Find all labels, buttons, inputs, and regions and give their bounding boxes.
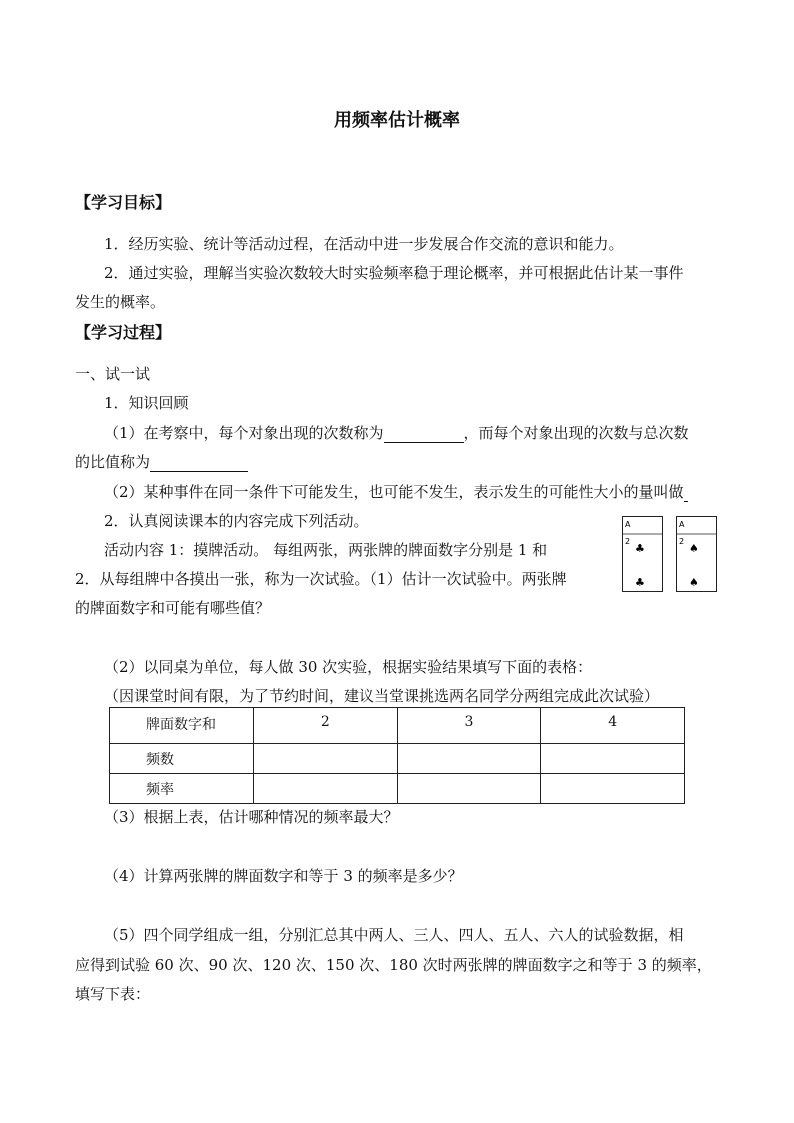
table-cell-input[interactable] <box>397 744 541 774</box>
table-header-cell: 2 <box>254 708 398 744</box>
goal-line-1: 1．经历实验、统计等活动过程，在活动中进一步发展合作交流的意识和能力。 <box>104 235 624 253</box>
table-header-cell: 4 <box>541 708 685 744</box>
step-2-note: （因课堂时间有限，为了节约时间，建议当堂课挑选两名同学分两组完成此次试验） <box>104 687 660 705</box>
step-2: （2）以同桌为单位，每人做 30 次实验，根据实验结果填写下面的表格： <box>104 658 593 676</box>
step-3: （3）根据上表，估计哪种情况的频率最大？ <box>104 808 399 826</box>
document-title: 用频率估计概率 <box>334 110 460 131</box>
goals-heading: 【学习目标】 <box>75 193 172 212</box>
question-1-line-1 <box>104 423 689 443</box>
table-header-cell: 牌面数字和 <box>110 708 254 744</box>
activity-line-1: 活动内容 1：摸牌活动。 每组两张，两张牌的牌面数字分别是 1 和 <box>104 541 548 559</box>
answer-blank-2[interactable] <box>150 455 248 472</box>
row-label-frequency-rate: 频率 <box>110 774 254 804</box>
question-2 <box>104 482 688 502</box>
card-rank-ace: A <box>625 520 631 529</box>
answer-blank-3[interactable] <box>684 485 688 502</box>
table-header-row <box>110 708 685 744</box>
read-label: 2．认真阅读课本的内容完成下列活动。 <box>104 512 369 530</box>
table-cell-input[interactable] <box>254 774 398 804</box>
section-heading: 一、试一试 <box>75 365 151 383</box>
question-1-text-b: ，而每个对象出现的次数与总次数 <box>463 424 689 442</box>
goal-line-2: 2．通过实验，理解当实验次数较大时实验频率稳于理论概率，并可根据此估计某一事件 <box>104 264 684 282</box>
card-rank-two-2: 2 <box>679 537 685 546</box>
question-1-line-2 <box>75 452 248 472</box>
activity-line-3: 的牌面数字和可能有哪些值？ <box>75 599 271 617</box>
table-cell-input[interactable] <box>254 744 398 774</box>
spade-icon: ♠ <box>689 542 699 555</box>
table-cell-input[interactable] <box>541 774 685 804</box>
step-5-line-1: （5）四个同学组成一组，分别汇总其中两人、三人、四人、五人、六人的试验数据，相 <box>104 926 684 944</box>
playing-cards-image <box>622 516 718 592</box>
club-icon: ♣ <box>635 542 645 555</box>
table-cell-input[interactable] <box>397 774 541 804</box>
card-rank-two: 2 <box>625 537 631 546</box>
row-label-frequency-count: 频数 <box>110 744 254 774</box>
step-5-line-2: 应得到试验 60 次、90 次、120 次、150 次、180 次时两张牌的牌面数字之和等于 3 的频率， <box>75 956 712 974</box>
review-label: 1．知识回顾 <box>104 394 189 412</box>
table-row <box>110 774 685 804</box>
table-row <box>110 744 685 774</box>
activity-line-2: 2．从每组牌中各摸出一张，称为一次试验。（1）估计一次试验中。两张牌 <box>75 570 567 588</box>
table-header-cell: 3 <box>397 708 541 744</box>
question-1-text-c: 的比值称为 <box>75 453 151 471</box>
answer-blank-1[interactable] <box>384 426 464 443</box>
question-1-text-a: （1）在考察中，每个对象出现的次数称为 <box>104 424 384 442</box>
step-4: （4）计算两张牌的牌面数字和等于 3 的频率是多少？ <box>104 867 463 885</box>
card-spade <box>677 517 717 592</box>
card-club <box>623 517 663 592</box>
club-icon-bottom: ♣ <box>635 576 645 589</box>
process-heading: 【学习过程】 <box>75 323 172 342</box>
frequency-table <box>109 707 685 804</box>
spade-icon-bottom: ♠ <box>689 576 699 589</box>
table-cell-input[interactable] <box>541 744 685 774</box>
card-rank-ace-2: A <box>679 520 685 529</box>
question-2-text: （2）某种事件在同一条件下可能发生，也可能不发生，表示发生的可能性大小的量叫做 <box>104 483 684 501</box>
step-5-line-3: 填写下表： <box>75 985 151 1003</box>
goal-line-3: 发生的概率。 <box>75 293 166 311</box>
